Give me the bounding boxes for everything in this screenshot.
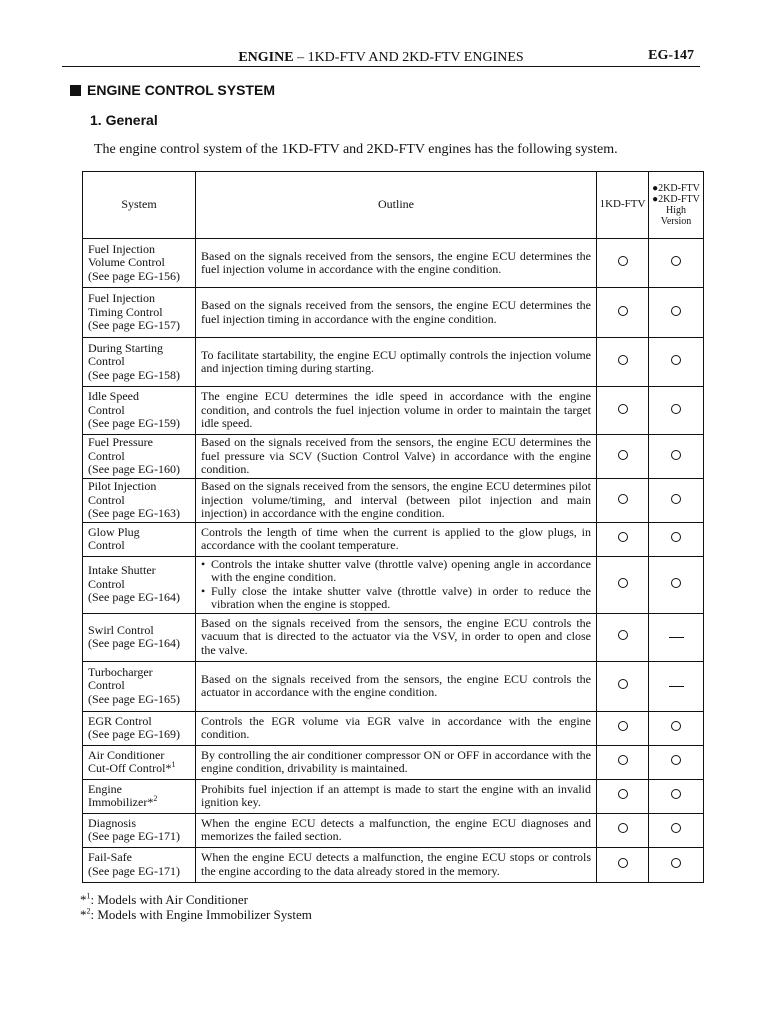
system-name-line: [88, 480, 190, 494]
1kd-ftv-cell: [597, 661, 649, 711]
system-name-text: Engine: [88, 781, 122, 796]
outline-cell: Based on the signals received from the sensors, the engine ECU controls the actuator in accordance with the engine condition.: [196, 661, 597, 711]
2kd-ftv-cell: [649, 387, 704, 435]
1kd-ftv-cell: [597, 387, 649, 435]
table-row: [83, 813, 704, 847]
square-bullet-icon: [70, 85, 81, 96]
system-cell: [83, 556, 196, 613]
outline-cell: Controls the length of time when the current is applied to the glow plugs, in accordance with the coolant temperature.: [196, 522, 597, 556]
system-name-line: [88, 679, 190, 693]
2kd-ftv-cell: [649, 613, 704, 661]
system-name-line: [88, 526, 190, 540]
system-name-text: Control: [88, 354, 125, 369]
table-row: [83, 847, 704, 882]
1kd-ftv-cell: [597, 522, 649, 556]
outline-cell: By controlling the air conditioner compressor ON or OFF in accordance with the engine condition, drivability is maintained.: [196, 745, 597, 779]
outline-cell: To facilitate startability, the engine ECU optimally controls the injection volume and injection timing during starting.: [196, 338, 597, 387]
circle-icon: [671, 256, 681, 266]
footnote-ref: 1: [171, 760, 176, 769]
circle-icon: [671, 721, 681, 731]
system-name-line: [88, 507, 190, 521]
circle-icon: [671, 404, 681, 414]
system-name-text: Turbocharger: [88, 664, 153, 679]
header-title-rest: – 1KD-FTV AND 2KD-FTV ENGINES: [293, 50, 524, 65]
circle-icon: [618, 789, 628, 799]
circle-icon: [618, 306, 628, 316]
table-row: [83, 613, 704, 661]
outline-cell: When the engine ECU detects a malfunction, the engine ECU stops or controls the engine according to the data already stored in the memory.: [196, 847, 597, 882]
system-name-text: Diagnosis: [88, 815, 136, 830]
1kd-ftv-cell: [597, 711, 649, 745]
outline-cell: When the engine ECU detects a malfunction, the engine ECU diagnoses and memorizes the failed section.: [196, 813, 597, 847]
system-name-line: [88, 865, 190, 879]
header-title: [62, 50, 700, 66]
footnote-text: : Models with Engine Immobilizer System: [90, 907, 312, 922]
circle-icon: [618, 721, 628, 731]
system-name-line: [88, 292, 190, 306]
bullet-icon: •: [201, 556, 206, 571]
circle-icon: [671, 823, 681, 833]
system-name-text: Control: [88, 492, 125, 507]
circle-icon: [618, 578, 628, 588]
outline-cell: Based on the signals received from the sensors, the engine ECU determines the fuel injection volume in accordance with the engine condition.: [196, 239, 597, 288]
header-title-bold: ENGINE: [238, 50, 294, 65]
footnote-text: : Models with Air Conditioner: [90, 892, 248, 907]
1kd-ftv-cell: [597, 613, 649, 661]
2kd-ftv-cell: [649, 745, 704, 779]
system-name-text: EGR Control: [88, 713, 152, 728]
1kd-ftv-cell: [597, 847, 649, 882]
dash-icon: [669, 686, 684, 687]
system-name-text: (See page EG-159): [88, 416, 180, 431]
system-name-line: [88, 306, 190, 320]
system-name-line: [88, 851, 190, 865]
system-name-line: [88, 355, 190, 369]
system-name-line: [88, 243, 190, 257]
outline-bullet-text: Fully close the intake shutter valve (throttle valve) in order to reduce the vibration when the engine is stopped.: [211, 583, 591, 611]
system-name-text: Control: [88, 678, 125, 693]
section-title: ENGINE CONTROL SYSTEM: [87, 82, 275, 98]
2kd-ftv-cell: [649, 661, 704, 711]
1kd-ftv-cell: [597, 288, 649, 338]
system-name-line: [88, 637, 190, 651]
system-name-text: Fuel Injection: [88, 291, 155, 306]
circle-icon: [618, 630, 628, 640]
intro-paragraph: The engine control system of the 1KD-FTV and 2KD-FTV engines has the following system.: [94, 142, 618, 157]
circle-icon: [618, 755, 628, 765]
circle-icon: [618, 823, 628, 833]
system-name-text: Control: [88, 402, 125, 417]
system-name-text: Timing Control: [88, 304, 163, 319]
system-name-text: Cut-Off Control*: [88, 761, 172, 775]
circle-icon: [618, 450, 628, 460]
outline-cell: Based on the signals received from the sensors, the engine ECU determines pilot injection volume/timing, and interval (between pilot injection and main injection) in accordance with the engine condition.: [196, 479, 597, 523]
2kd-ftv-cell: [649, 847, 704, 882]
2kd-ftv-cell: [649, 435, 704, 479]
1kd-ftv-cell: [597, 779, 649, 813]
system-name-line: [88, 494, 190, 508]
footnote-mark: *: [80, 907, 87, 922]
system-name-text: During Starting: [88, 340, 163, 355]
table-header-row: [83, 172, 704, 239]
system-cell: [83, 779, 196, 813]
outline-column-header: Outline: [196, 172, 597, 239]
system-name-line: [88, 693, 190, 707]
circle-icon: [618, 256, 628, 266]
system-name-text: (See page EG-157): [88, 318, 180, 333]
system-name-line: [88, 796, 190, 810]
system-name-line: [88, 463, 190, 477]
2kd-ftv-cell: [649, 479, 704, 523]
2kd-ftv-cell: [649, 779, 704, 813]
1kd-ftv-cell: [597, 479, 649, 523]
system-column-header: System: [83, 172, 196, 239]
2kd-header-line-3: High: [666, 205, 686, 216]
system-name-line: [88, 450, 190, 464]
system-name-line: [88, 369, 190, 383]
2kd-header-line-2: ●2KD-FTV: [652, 194, 700, 205]
system-name-text: (See page EG-171): [88, 863, 180, 878]
system-name-text: Swirl Control: [88, 622, 154, 637]
1kd-ftv-cell: [597, 338, 649, 387]
system-name-line: [88, 591, 190, 605]
circle-icon: [671, 494, 681, 504]
circle-icon: [671, 450, 681, 460]
system-name-text: (See page EG-156): [88, 268, 180, 283]
2kd-header-line-1: ●2KD-FTV: [652, 183, 700, 194]
footnote-ref: 2: [153, 794, 158, 803]
page-number: EG-147: [648, 48, 694, 63]
system-name-line: [88, 783, 190, 797]
footnote-1: [80, 892, 312, 907]
circle-icon: [618, 532, 628, 542]
system-name-line: [88, 539, 190, 553]
system-cell: [83, 288, 196, 338]
system-name-line: [88, 817, 190, 831]
system-cell: [83, 338, 196, 387]
table-row: [83, 745, 704, 779]
system-name-line: [88, 728, 190, 742]
footnotes: [80, 892, 312, 922]
outline-cell: Prohibits fuel injection if an attempt is made to start the engine with an invalid ignition key.: [196, 779, 597, 813]
system-name-line: [88, 666, 190, 680]
outline-cell: Based on the signals received from the sensors, the engine ECU determines the fuel injection timing in accordance with the engine condition.: [196, 288, 597, 338]
outline-bullet-text: Controls the intake shutter valve (throttle valve) opening angle in accordance with the engine condition.: [211, 556, 591, 584]
circle-icon: [618, 404, 628, 414]
table-row: [83, 779, 704, 813]
system-name-text: (See page EG-160): [88, 462, 180, 477]
system-cell: [83, 387, 196, 435]
table-row: [83, 338, 704, 387]
system-cell: [83, 435, 196, 479]
1kd-ftv-column-header: 1KD-FTV: [597, 172, 649, 239]
circle-icon: [618, 679, 628, 689]
1kd-ftv-cell: [597, 239, 649, 288]
outline-cell: The engine ECU determines the idle speed in accordance with the engine condition, and controls the fuel injection volume in order to maintain the target idle speed.: [196, 387, 597, 435]
system-name-text: (See page EG-171): [88, 829, 180, 843]
outline-cell: Controls the EGR volume via EGR valve in accordance with the engine condition.: [196, 711, 597, 745]
system-name-line: [88, 270, 190, 284]
system-name-text: Idle Speed: [88, 389, 139, 404]
system-name-text: Fail-Safe: [88, 850, 132, 864]
2kd-header-line-4: Version: [660, 216, 692, 227]
2kd-ftv-cell: [649, 338, 704, 387]
table-body: [83, 239, 704, 883]
system-name-line: [88, 578, 190, 592]
2kd-ftv-cell: [649, 522, 704, 556]
table-row: [83, 239, 704, 288]
system-cell: [83, 522, 196, 556]
footnote-number: 1: [86, 891, 91, 901]
circle-icon: [671, 355, 681, 365]
circle-icon: [671, 755, 681, 765]
system-name-line: [88, 256, 190, 270]
2kd-ftv-cell: [649, 711, 704, 745]
table-row: [83, 522, 704, 556]
system-name-text: Control: [88, 448, 125, 463]
system-name-text: (See page EG-169): [88, 727, 180, 741]
dash-icon: [669, 637, 684, 638]
table-row: [83, 479, 704, 523]
system-name-text: (See page EG-164): [88, 590, 180, 605]
system-name-text: Volume Control: [88, 255, 165, 270]
system-name-line: [88, 762, 190, 776]
outline-bullet-item: [201, 585, 591, 612]
circle-icon: [618, 858, 628, 868]
footnote-number: 2: [86, 906, 91, 916]
page-header: [62, 48, 700, 67]
system-cell: [83, 661, 196, 711]
footnote-2: [80, 907, 312, 922]
circle-icon: [671, 306, 681, 316]
2kd-ftv-cell: [649, 813, 704, 847]
2kd-ftv-cell: [649, 239, 704, 288]
system-name-text: Control: [88, 538, 125, 552]
table-row: [83, 387, 704, 435]
outline-bullet-item: [201, 558, 591, 585]
system-name-text: Control: [88, 576, 125, 591]
system-name-text: Immobilizer*: [88, 795, 154, 809]
system-cell: [83, 711, 196, 745]
section-heading: [70, 82, 275, 98]
table-row: [83, 661, 704, 711]
system-name-line: [88, 436, 190, 450]
outline-cell: Based on the signals received from the sensors, the engine ECU determines the fuel pressure via SCV (Suction Control Valve) in accordance with the engine condition.: [196, 435, 597, 479]
footnote-mark: *: [80, 892, 87, 907]
system-cell: [83, 745, 196, 779]
system-name-line: [88, 830, 190, 844]
system-cell: [83, 813, 196, 847]
system-name-text: Intake Shutter: [88, 563, 156, 578]
system-name-text: (See page EG-163): [88, 506, 180, 520]
system-cell: [83, 847, 196, 882]
circle-icon: [618, 355, 628, 365]
engine-control-system-table: [82, 171, 704, 883]
system-cell: [83, 239, 196, 288]
1kd-ftv-cell: [597, 435, 649, 479]
circle-icon: [671, 578, 681, 588]
system-name-line: [88, 624, 190, 638]
system-name-line: [88, 404, 190, 418]
system-cell: [83, 479, 196, 523]
system-name-text: Glow Plug: [88, 524, 140, 539]
table-row: [83, 435, 704, 479]
system-name-line: [88, 342, 190, 356]
system-name-text: (See page EG-158): [88, 367, 180, 382]
circle-icon: [671, 789, 681, 799]
2kd-ftv-column-header: [649, 172, 704, 239]
table-row: [83, 556, 704, 613]
table-row: [83, 711, 704, 745]
2kd-ftv-cell: [649, 288, 704, 338]
system-name-line: [88, 319, 190, 333]
system-name-text: Fuel Pressure: [88, 435, 153, 450]
subsection-title: 1. General: [90, 112, 158, 128]
system-name-text: (See page EG-164): [88, 636, 180, 650]
system-name-text: (See page EG-165): [88, 691, 180, 706]
1kd-ftv-cell: [597, 556, 649, 613]
table-row: [83, 288, 704, 338]
outline-cell: Based on the signals received from the sensors, the engine ECU controls the vacuum that is directed to the actuator via the VSV, in order to open and close the valve.: [196, 613, 597, 661]
circle-icon: [618, 494, 628, 504]
circle-icon: [671, 532, 681, 542]
system-name-text: Air Conditioner: [88, 747, 165, 762]
1kd-ftv-cell: [597, 745, 649, 779]
bullet-icon: •: [201, 583, 206, 598]
outline-cell: [196, 556, 597, 613]
circle-icon: [671, 858, 681, 868]
system-name-line: [88, 390, 190, 404]
system-cell: [83, 613, 196, 661]
system-name-line: [88, 417, 190, 431]
2kd-ftv-cell: [649, 556, 704, 613]
1kd-ftv-cell: [597, 813, 649, 847]
system-name-line: [88, 715, 190, 729]
system-name-text: Fuel Injection: [88, 241, 155, 256]
system-name-line: [88, 564, 190, 578]
system-name-text: Pilot Injection: [88, 479, 157, 493]
